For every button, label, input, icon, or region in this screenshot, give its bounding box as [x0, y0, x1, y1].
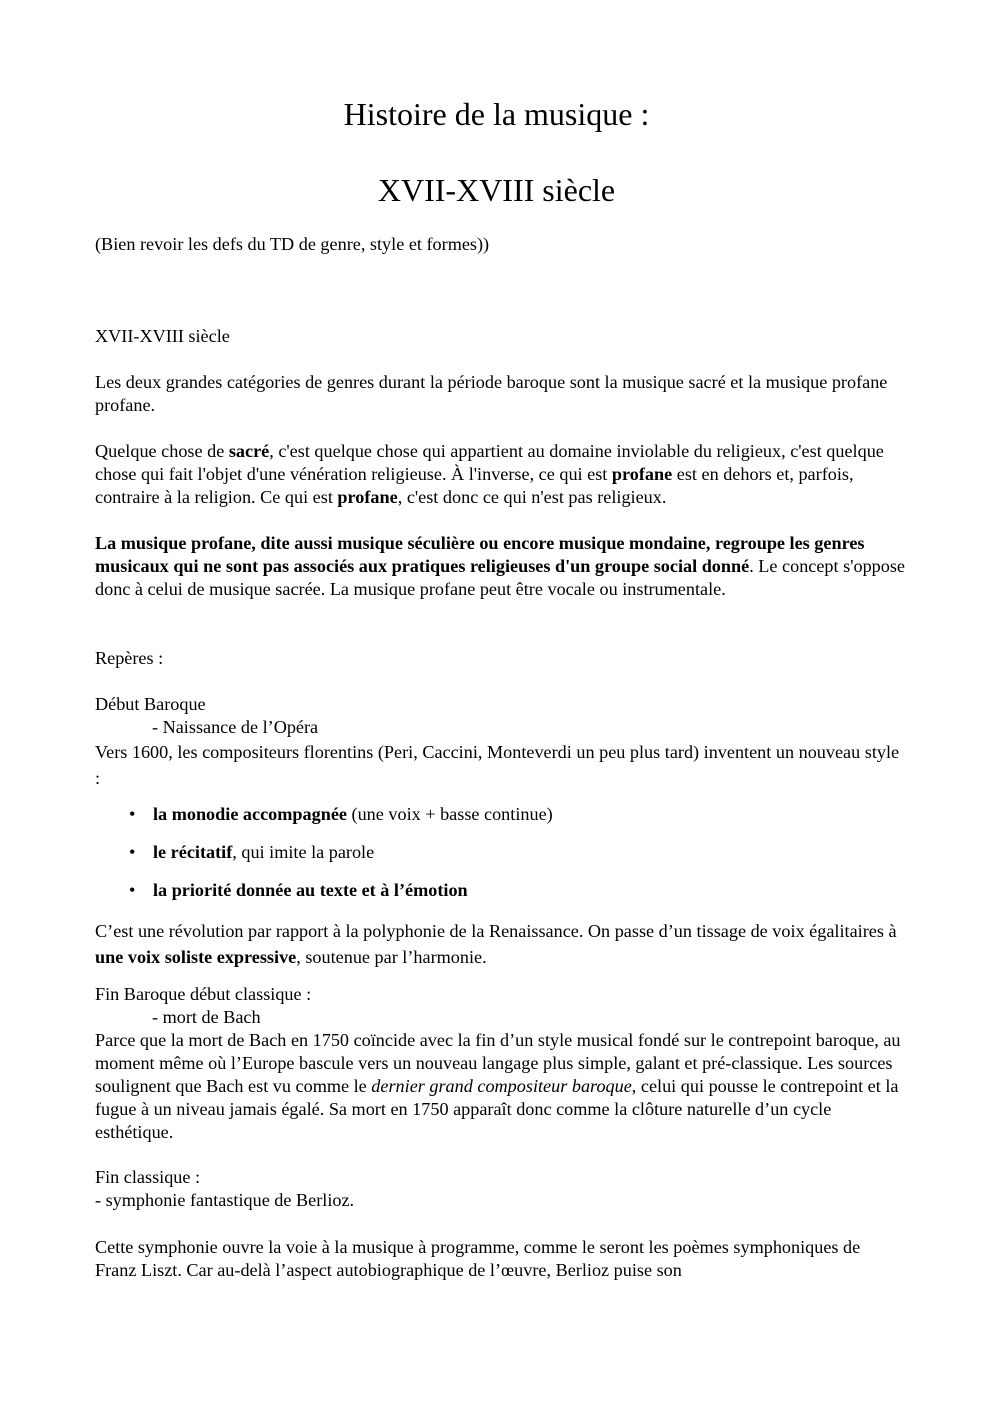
bullet-bold: le récitatif	[153, 842, 233, 862]
revolution-text-c: , soutenue par l’harmonie.	[296, 947, 487, 967]
bullet-bold: la priorité donnée au texte et à l’émotion	[153, 880, 468, 900]
profane-term: profane	[611, 464, 673, 484]
profane-definition-paragraph	[95, 532, 905, 601]
bullet-item	[129, 803, 553, 826]
symphonie-item: - symphonie fantastique de Berlioz.	[95, 1190, 355, 1210]
revolution-emphasis: une voix soliste expressive	[95, 947, 297, 967]
sacre-text-e: est en dehors et, parfois, contraire à la religion. Ce qui est	[95, 464, 854, 507]
bullet-bold: la monodie accompagnée	[153, 804, 347, 824]
sacre-term: sacré	[228, 441, 270, 461]
document-subtitle: XVII-XVIII siècle	[377, 172, 616, 208]
debut-baroque-heading: Début Baroque	[95, 694, 206, 714]
naissance-opera-item: - Naissance de l’Opéra	[152, 717, 319, 737]
document-title: Histoire de la musique :	[343, 96, 650, 132]
profane-term-2: profane	[337, 487, 398, 507]
vers-1600-paragraph: Vers 1600, les compositeurs florentins (Peri, Caccini, Monteverdi un peu plus tard) inventent un nouveau style :	[95, 742, 900, 788]
intro-paragraph: Les deux grandes catégories de genres durant la période baroque sont la musique sacré et la musique profane profane.	[95, 372, 888, 415]
bach-emphasis: dernier grand compositeur baroque	[371, 1076, 632, 1096]
bullet-icon: •	[129, 804, 136, 824]
sacre-text-a: Quelque chose de	[95, 441, 229, 461]
bullet-icon: •	[129, 880, 136, 900]
last-paragraph: Cette symphonie ouvre la voie à la musique à programme, comme le seront les poèmes symphoniques de Franz Liszt. Car au-delà l’aspect autobiographique de l’œuvre, Berlioz puise son	[95, 1237, 861, 1280]
sacre-paragraph	[95, 440, 905, 509]
bach-text-a: Parce que la mort de Bach en 1750 coïncide avec la fin d’un style musical fondé sur le contrepoint baroque, au moment même où l’Europe bascule vers un nouveau langage plus simple, galant et pré-classique. Les sources soulignent que Bach est vu comme le	[95, 1030, 901, 1096]
reperes-label: Repères :	[95, 648, 164, 668]
sacre-text-g: , c'est donc ce qui n'est pas religieux.	[397, 487, 667, 507]
bach-text-c: , celui qui pousse le contrepoint et la fugue à un niveau jamais égalé. Sa mort en 1750 apparaît donc comme la clôture naturelle d’un cycle esthétique.	[95, 1076, 899, 1142]
bullet-icon: •	[129, 842, 136, 862]
bullet-item	[129, 879, 468, 902]
profane-definition-rest: . Le concept s'oppose donc à celui de musique sacrée. La musique profane peut être vocale ou instrumentale.	[95, 556, 906, 599]
sacre-text-c: , c'est quelque chose qui appartient au domaine inviolable du religieux, c'est quelque chose qui fait l'objet d'une vénération religieuse. À l'inverse, ce qui est	[95, 441, 884, 484]
profane-definition-bold: La musique profane, dite aussi musique séculière ou encore musique mondaine, regroupe les genres musicaux qui ne sont pas associés aux pratiques religieuses d'un groupe social donné	[95, 533, 865, 576]
note-paragraph: (Bien revoir les defs du TD de genre, style et formes))	[95, 234, 490, 254]
fin-classique-heading: Fin classique :	[95, 1167, 201, 1187]
revolution-paragraph	[95, 918, 905, 970]
bullet-rest: (une voix + basse continue)	[346, 804, 553, 824]
fin-baroque-heading: Fin Baroque début classique :	[95, 984, 312, 1004]
mort-bach-item: - mort de Bach	[152, 1007, 261, 1027]
revolution-text-a: C’est une révolution par rapport à la polyphonie de la Renaissance. On passe d’un tissage de voix égalitaires à	[95, 921, 897, 941]
bullet-item	[129, 841, 375, 864]
bullet-rest: , qui imite la parole	[232, 842, 375, 862]
section-heading: XVII-XVIII siècle	[95, 326, 230, 346]
bach-paragraph	[95, 1029, 905, 1144]
